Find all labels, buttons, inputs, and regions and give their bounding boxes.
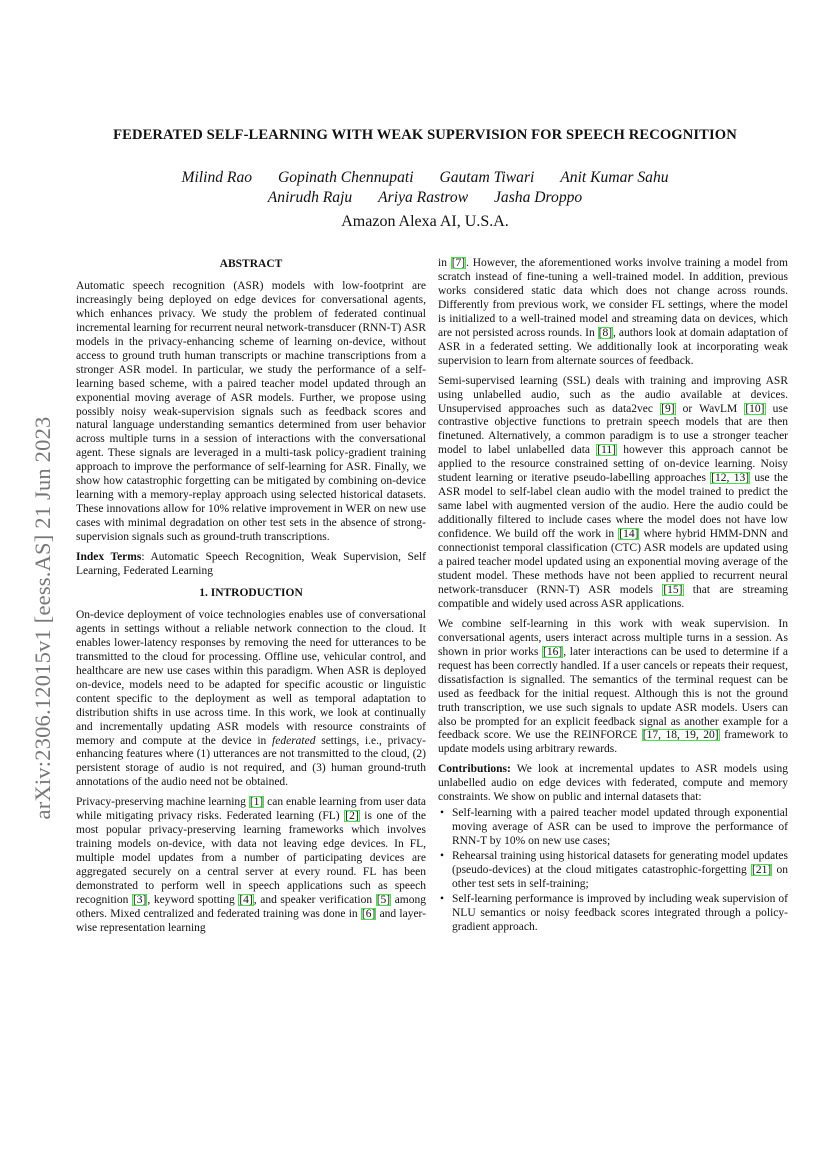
text-run: is one of the most popular privacy-preserving learning frameworks which involves training models on-device, with data not leaving edge devices. In FL, multiple model updates from a number of participating devices are aggregated securely on a central server at every round. FL has been demonstrated to perform well in speech applications such as speech recognition [76, 810, 426, 906]
index-terms-label: Index Terms [76, 551, 142, 564]
author-line-1 [70, 168, 780, 188]
index-terms-text: : Automatic Speech Recognition, Weak Supervision, Self Learning, Federated Learning [76, 551, 427, 578]
citation-link[interactable]: [5] [376, 893, 391, 906]
citation-link[interactable]: [4] [239, 893, 253, 906]
author: Jasha Droppo [494, 189, 583, 206]
text-run: Privacy-preserving machine learning [76, 796, 249, 809]
author: Milind Rao [181, 169, 253, 186]
abstract-heading: ABSTRACT [219, 258, 283, 270]
text-run: , keyword spotting [147, 893, 239, 906]
right-column [438, 257, 788, 936]
citation-link[interactable]: [3] [132, 893, 147, 906]
intro-paragraph-2 [76, 796, 426, 936]
abstract-text: Automatic speech recognition (ASR) models with low-footprint are increasingly being deployed on edge devices for conversational agents, which enhances privacy. We study the problem of federated continual incremental learning for recurrent neural network-transducer (RNN-T) ASR models in the privacy-enhancing scheme of learning on-device, without access to ground truth human transcripts or machine transcriptions from a stronger ASR model. In particular, we study the performance of a self-learning based scheme, with a paired teacher model updated through an exponential moving average of ASR models. Further, we propose using possibly noisy weak-supervision signals such as feedback scores and natural language understanding semantics determined from user behavior across multiple turns in a session of interactions with the conversational agent. These signals are leveraged in a multi-task policy-gradient training approach to improve the performance of self-learning for ASR. Finally, we show how catastrophic forgetting can be mitigated by combining on-device learning with a memory-replay approach using selected historical datasets. These innovations allow for 10% relative improvement in WER on new use cases with minimal degradation on other test sets in the absence of strong-supervision signals such as ground-truth transcriptions. [76, 279, 426, 544]
text-run: or WavLM [675, 402, 745, 415]
text-run: in [438, 257, 451, 269]
citation-link[interactable]: [10] [745, 402, 765, 415]
citation-link[interactable]: [7] [451, 257, 466, 269]
citation-link[interactable]: [16] [543, 645, 563, 658]
text-run: , and speaker verification [253, 893, 376, 906]
text-run: however this approach cannot be applied to the resource constrained setting of on-device learning. Noisy student learning or iterative pseudo-labelling approaches [438, 444, 788, 485]
contributions-list [438, 807, 788, 935]
text-run: . However, the aforementioned works involve training a model from scratch instead of fine-tuning a well-trained model. In addition, previous works considered static data which does not change across rounds. Differently from previous work, we consider FL settings, where the model is initialized to a well-trained model and streaming data on devices, which are not persisted across rounds. In [438, 257, 788, 339]
author-list [70, 168, 780, 208]
citation-link[interactable]: [11] [597, 444, 616, 457]
text-run: framework to update models using arbitrary rewards. [438, 729, 788, 756]
text-run: can enable learning from user data while mitigating privacy risks. Federated learning (FL) [76, 796, 426, 823]
author: Anit Kumar Sahu [560, 169, 669, 186]
affiliation: Amazon Alexa AI, U.S.A. [341, 213, 509, 230]
text-run: settings, i.e., privacy-enhancing features where (1) utterances are not transmitted to the cloud, (2) persistent storage of audio is not required, and (3) human ground-truth annotations of the audio need not be obtained. [76, 734, 426, 789]
text-run: We look at incremental updates to ASR models using unlabelled audio on edge devices with federated, compute and memory constraints. We show on public and internal datasets that: [438, 763, 788, 804]
paragraph-contributions [438, 763, 788, 805]
emphasis: federated [272, 734, 316, 747]
author: Gopinath Chennupati [277, 169, 414, 186]
text-run: , authors look at domain adaptation of ASR in a federated setting. We additionally look at incorporating weak supervision to learn from alternate sources of feedback. [438, 326, 788, 367]
citation-link[interactable]: [9] [661, 402, 675, 415]
paragraph-weak-supervision [438, 618, 788, 758]
citation-link[interactable]: [17, 18, 19, 20] [642, 729, 719, 742]
text-run: and layer-wise representation learning [76, 907, 426, 934]
citation-link[interactable]: [6] [361, 907, 376, 920]
citation-link[interactable]: [14] [619, 528, 639, 541]
text-run: among others. Mixed centralized and federated training was done in [76, 893, 426, 920]
citation-link[interactable]: [2] [345, 810, 359, 823]
text-run: Semi-supervised learning (SSL) deals with training and improving ASR using unlabelled audio, such as the audio available at devices. Unsupervised approaches such as data2vec [438, 374, 788, 415]
left-column [76, 255, 426, 942]
text-run: use the ASR model to self-label clean audio with the model trained to predict the same label with augmented version of the audio. Here the audio could be additionally filtered to include cases where the model does not have low confidence. We build off the work in [438, 472, 788, 541]
text-run: that are streaming compatible and widely used across ASR applications. [438, 583, 789, 610]
text-run: where hybrid HMM-DNN and connectionist temporal classification (CTC) ASR models are updated using a paired teacher model updated using an exponential moving average of the student model. These methods have not been applied to recurrent neural network-transducer (RNN-T) ASR models [438, 528, 788, 596]
index-terms [76, 551, 426, 579]
author: Ariya Rastrow [378, 189, 469, 206]
list-item [452, 850, 788, 892]
list-item: • Self-learning with a paired teacher model updated through exponential moving average of ASR can be used to improve the performance of RNN-T by 10% on new use cases; [452, 807, 788, 849]
author: Gautam Tiwari [439, 169, 535, 186]
list-item: • Self-learning performance is improved by including weak supervision of NLU semantics or noisy feedback scores integrated through a policy-gradient approach. [452, 893, 788, 935]
citation-link[interactable]: [21] [752, 864, 772, 877]
text-run: On-device deployment of voice technologies enables use of conversational agents in settings without a reliable network connection to the cloud. It enables lower-latency responses by removing the need for utterances to be transmitted to the cloud for processing. Offline use, vehicular control, and healthcare are new use cases within this paradigm. When ASR is deployed on-device, models need to be adapted for specific acoustic or linguistic content specific to the deployment as well as temporal adaptation to distribution shifts in use across time. In this work, we look at continually and incrementally updating ASR models with resource constraints of memory and compute at the device in [76, 608, 426, 747]
citation-link[interactable]: [8] [598, 326, 613, 339]
arxiv-identifier [26, 358, 60, 878]
text-run: Rehearsal training using historical datasets for generating model updates (pseudo-devices) at the cloud mitigates catastrophic-forgetting [452, 850, 788, 877]
text-run: use contrastive objective functions to pretrain speech models that are then finetuned. Alternatively, a common paradigm is to use a stronger teacher model to label unlabelled data [438, 402, 788, 457]
contributions-label: Contributions: [438, 763, 511, 776]
citation-link[interactable]: [1] [249, 796, 264, 809]
citation-link[interactable]: [12, 13] [711, 472, 750, 485]
author-line-2 [70, 188, 780, 208]
arxiv-identifier-text: arXiv:2306.12015v1 [eess.AS] 21 Jun 2023 [30, 416, 55, 820]
text-run: We combine self-learning in this work with weak supervision. In conversational agents, users interact across multiple turns in a session. As shown in prior works [438, 617, 788, 658]
paragraph-related-fl [438, 257, 788, 369]
intro-paragraph-1 [76, 609, 426, 790]
text-run: on other test sets in self-training; [452, 864, 788, 890]
paragraph-ssl [438, 375, 788, 612]
paper-title: FEDERATED SELF-LEARNING WITH WEAK SUPERVISION FOR SPEECH RECOGNITION [113, 127, 737, 143]
introduction-heading: 1. INTRODUCTION [199, 586, 303, 599]
author: Anirudh Raju [267, 189, 353, 206]
text-run: , later interactions can be used to determine if a request has been correctly handled. If a user cancels or repeats their request, dissatisfaction is signalled. The semantics of the terminal request can be used as feedback for the initial request. Although this is not the ground truth transcription, we use such signals to update ASR models. Users can also be prompted for an explicit feedback signal as another example for a feedback score. We use the REINFORCE [438, 645, 788, 742]
citation-link[interactable]: [15] [663, 583, 683, 596]
